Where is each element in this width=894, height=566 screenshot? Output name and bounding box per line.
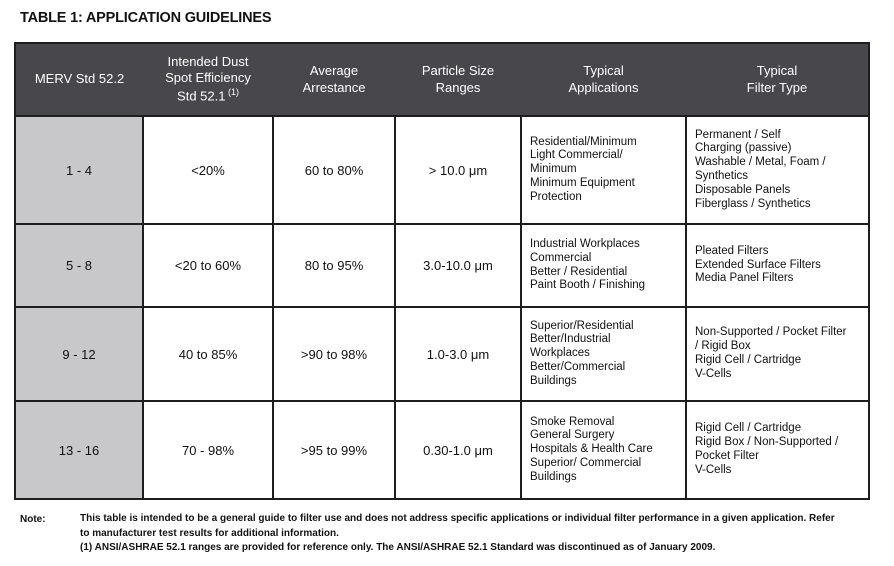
cell-merv: 13 - 16 — [15, 401, 143, 499]
header-efficiency: Intended Dust Spot Efficiency Std 52.1 $^{(1)}$ — [143, 43, 273, 116]
application-guidelines-table — [14, 42, 870, 500]
cell-particle: 0.30-1.0 μm — [395, 401, 521, 499]
note-section — [20, 512, 870, 556]
cell-efficiency: 70 - 98% — [143, 401, 273, 499]
header-applications: Typical Applications — [521, 43, 686, 116]
header-arrestance: Average Arrestance — [273, 43, 395, 116]
note-paragraph-1: This table is intended to be a general guide to filter use and does not address specific applications or individual filter performance in a given application. Refer to manufacturer test results for additional information. — [80, 513, 835, 539]
cell-merv: 9 - 12 — [15, 307, 143, 401]
cell-applications: Smoke Removal General Surgery Hospitals & Health Care Superior/ Commercial Buildings — [521, 401, 686, 499]
cell-filter_type: Rigid Cell / Cartridge Rigid Box / Non-Supported / Pocket Filter V-Cells — [686, 401, 869, 499]
cell-particle: > 10.0 μm — [395, 116, 521, 224]
note-text — [80, 512, 838, 556]
cell-efficiency: <20 to 60% — [143, 224, 273, 307]
table-row — [15, 401, 869, 499]
cell-applications: Superior/Residential Better/Industrial Workplaces Better/Commercial Buildings — [521, 307, 686, 401]
cell-arrestance: 60 to 80% — [273, 116, 395, 224]
header-merv: MERV Std 52.2 — [15, 43, 143, 116]
header-row — [15, 43, 869, 116]
table-row — [15, 116, 869, 224]
cell-efficiency: 40 to 85% — [143, 307, 273, 401]
table-body — [15, 116, 869, 499]
note-paragraph-2: (1) ANSI/ASHRAE 52.1 ranges are provided for reference only. The ANSI/ASHRAE 52.1 Standard was discontinued as of January 2009. — [80, 542, 716, 553]
table-title: TABLE 1: APPLICATION GUIDELINES — [20, 10, 272, 26]
header-particle: Particle Size Ranges — [395, 43, 521, 116]
cell-applications: Residential/Minimum Light Commercial/ Minimum Minimum Equipment Protection — [521, 116, 686, 224]
cell-filter_type: Permanent / Self Charging (passive) Washable / Metal, Foam / Synthetics Disposable Panels Fiberglass / Synthetics — [686, 116, 869, 224]
cell-efficiency: <20% — [143, 116, 273, 224]
cell-arrestance: 80 to 95% — [273, 224, 395, 307]
note-label: Note: — [20, 514, 46, 525]
cell-filter_type: Pleated Filters Extended Surface Filters Media Panel Filters — [686, 224, 869, 307]
cell-arrestance: >90 to 98% — [273, 307, 395, 401]
table-row — [15, 224, 869, 307]
cell-particle: 1.0-3.0 μm — [395, 307, 521, 401]
cell-arrestance: >95 to 99% — [273, 401, 395, 499]
cell-filter_type: Non-Supported / Pocket Filter / Rigid Box Rigid Cell / Cartridge V-Cells — [686, 307, 869, 401]
cell-merv: 1 - 4 — [15, 116, 143, 224]
header-filter_type: Typical Filter Type — [686, 43, 869, 116]
table-header — [15, 43, 869, 116]
cell-particle: 3.0-10.0 μm — [395, 224, 521, 307]
cell-merv: 5 - 8 — [15, 224, 143, 307]
table-row — [15, 307, 869, 401]
cell-applications: Industrial Workplaces Commercial Better / Residential Paint Booth / Finishing — [521, 224, 686, 307]
